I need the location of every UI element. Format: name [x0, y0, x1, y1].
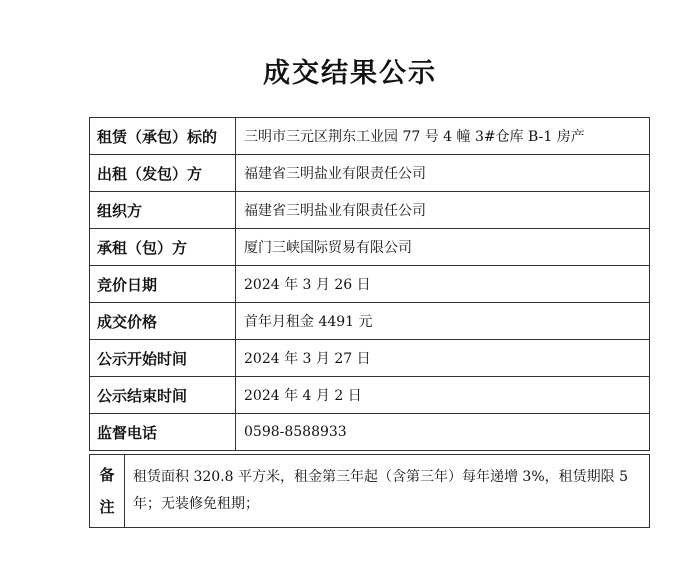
table-row	[90, 377, 650, 414]
row-label-notice-end: 公示结束时间	[90, 377, 236, 414]
row-value-notice-start: 2024 年 3 月 27 日	[236, 340, 650, 377]
row-value-price: 首年月租金 4491 元	[236, 303, 650, 340]
notes-label	[90, 455, 125, 528]
row-label-phone: 监督电话	[90, 414, 236, 451]
row-value-organizer: 福建省三明盐业有限责任公司	[236, 192, 650, 229]
result-table	[89, 117, 650, 451]
notes-text: 租赁面积 320.8 平方米，租金第三年起（含第三年）每年递增 3%，租赁期限 5 年；无装修免租期；	[125, 455, 650, 528]
table-row	[90, 229, 650, 266]
table-row	[90, 414, 650, 451]
row-label-lessee: 承租（包）方	[90, 229, 236, 266]
row-label-lessor: 出租（发包）方	[90, 155, 236, 192]
page-title: 成交结果公示	[263, 58, 437, 89]
table-row	[90, 340, 650, 377]
row-value-notice-end: 2024 年 4 月 2 日	[236, 377, 650, 414]
row-value-subject: 三明市三元区荆东工业园 77 号 4 幢 3#仓库 B-1 房产	[236, 118, 650, 155]
row-value-lessor: 福建省三明盐业有限责任公司	[236, 155, 650, 192]
table-row	[90, 266, 650, 303]
table-row	[90, 118, 650, 155]
notes-label-bottom: 注	[99, 498, 115, 516]
notes-row	[90, 455, 650, 528]
row-value-lessee: 厦门三峡国际贸易有限公司	[236, 229, 650, 266]
row-label-price: 成交价格	[90, 303, 236, 340]
table-row	[90, 303, 650, 340]
row-value-bid-date: 2024 年 3 月 26 日	[236, 266, 650, 303]
row-label-subject: 租赁（承包）标的	[90, 118, 236, 155]
notes-table	[89, 454, 650, 528]
table-row	[90, 155, 650, 192]
row-label-notice-start: 公示开始时间	[90, 340, 236, 377]
row-label-organizer: 组织方	[90, 192, 236, 229]
row-value-phone: 0598-8588933	[236, 414, 650, 451]
notes-label-top: 备	[99, 466, 115, 484]
row-label-bid-date: 竞价日期	[90, 266, 236, 303]
table-row	[90, 192, 650, 229]
